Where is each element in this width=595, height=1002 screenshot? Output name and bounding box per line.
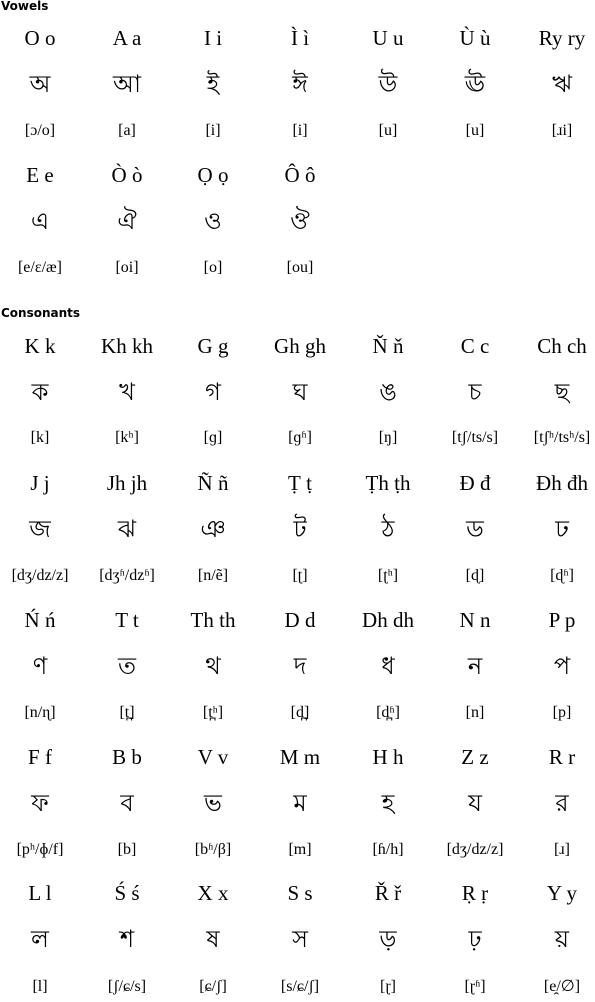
latin-letter: Ô ô — [257, 160, 344, 190]
latin-letter: U u — [345, 23, 432, 53]
native-letter: ব — [84, 788, 171, 818]
ipa-value: [i] — [257, 116, 344, 146]
latin-letter: Kh kh — [84, 331, 171, 361]
native-letter: জ — [0, 514, 84, 544]
latin-letter: Y y — [519, 878, 595, 908]
ipa-value: [d̪ʱ] — [345, 698, 432, 728]
latin-letter: E e — [0, 160, 84, 190]
ipa-value: [e/ɛ/æ] — [0, 253, 84, 283]
native-letter: ঠ — [345, 514, 432, 544]
latin-letter: V v — [170, 742, 257, 772]
native-letter: স — [257, 924, 344, 954]
ipa-value: [tʃ/ts/s] — [432, 423, 519, 453]
ipa-value: [ɹi] — [519, 116, 595, 146]
ipa-value: [bʱ/β] — [170, 835, 257, 865]
ipa-value: [ɡ] — [170, 423, 257, 453]
ipa-value: [ɕ/ʃ] — [170, 972, 257, 1002]
native-letter: ও — [170, 206, 257, 236]
ipa-value: [i] — [170, 116, 257, 146]
native-letter: আ — [84, 69, 171, 99]
ipa-value: [n/ɳ] — [0, 698, 84, 728]
native-letter: ঊ — [432, 69, 519, 99]
latin-letter: A a — [84, 23, 171, 53]
latin-letter: P p — [519, 605, 595, 635]
ipa-value: [ʃ/ɕ/s] — [84, 972, 171, 1002]
native-letter: ল — [0, 924, 84, 954]
native-letter: ম — [257, 788, 344, 818]
native-letter: র — [519, 788, 595, 818]
ipa-value: [dʒʱ/dzʱ] — [84, 561, 171, 591]
latin-letter: Ñ ñ — [170, 468, 257, 498]
native-letter: ড় — [345, 924, 432, 954]
ipa-value: [d̪] — [257, 698, 344, 728]
native-letter: ঙ — [345, 377, 432, 407]
latin-letter: Gh gh — [257, 331, 344, 361]
native-letter: ঢ় — [432, 924, 519, 954]
latin-letter: Z z — [432, 742, 519, 772]
latin-letter: T t — [84, 605, 171, 635]
ipa-value: [p] — [519, 698, 595, 728]
native-letter: থ — [170, 651, 257, 681]
latin-letter: Ì ì — [257, 23, 344, 53]
native-letter: ই — [170, 69, 257, 99]
latin-letter: Ò ò — [84, 160, 171, 190]
native-letter: ঐ — [84, 206, 171, 236]
ipa-value: [u] — [345, 116, 432, 146]
ipa-value: [m] — [257, 835, 344, 865]
native-letter: ড — [432, 514, 519, 544]
latin-letter: H h — [345, 742, 432, 772]
latin-letter: D d — [257, 605, 344, 635]
latin-letter: L l — [0, 878, 84, 908]
latin-letter: Ň ň — [345, 331, 432, 361]
native-letter: য় — [519, 924, 595, 954]
ipa-value: [a] — [84, 116, 171, 146]
ipa-value: [l] — [0, 972, 84, 1002]
native-letter: ফ — [0, 788, 84, 818]
latin-letter: Jh jh — [84, 468, 171, 498]
native-letter: হ — [345, 788, 432, 818]
latin-letter: C c — [432, 331, 519, 361]
latin-letter: K k — [0, 331, 84, 361]
native-letter: য — [432, 788, 519, 818]
latin-letter: Th th — [170, 605, 257, 635]
native-letter: ট — [257, 514, 344, 544]
latin-letter: Ọ ọ — [170, 160, 257, 190]
latin-letter: O o — [0, 23, 84, 53]
latin-letter: I i — [170, 23, 257, 53]
native-letter: ছ — [519, 377, 595, 407]
latin-letter: Ṛ ṛ — [432, 878, 519, 908]
latin-letter: G g — [170, 331, 257, 361]
ipa-value: [ɽʱ] — [432, 972, 519, 1002]
latin-letter: Dh dh — [345, 605, 432, 635]
latin-letter: R r — [519, 742, 595, 772]
native-letter: ঋ — [519, 69, 595, 99]
ipa-value: [dʒ/dz/z] — [432, 835, 519, 865]
native-letter: ঢ — [519, 514, 595, 544]
latin-letter: Đh đh — [519, 468, 595, 498]
ipa-value: [n] — [432, 698, 519, 728]
native-letter: অ — [0, 69, 84, 99]
latin-letter: Ch ch — [519, 331, 595, 361]
ipa-value: [t̪] — [84, 698, 171, 728]
latin-letter: J j — [0, 468, 84, 498]
native-letter: ত — [84, 651, 171, 681]
ipa-value: [ɖʱ] — [519, 561, 595, 591]
latin-letter: Ry ry — [519, 23, 595, 53]
ipa-value: [e̯/∅] — [519, 972, 595, 1002]
native-letter: ঘ — [257, 377, 344, 407]
ipa-value: [ʈʰ] — [345, 561, 432, 591]
ipa-value: [ou] — [257, 253, 344, 283]
vowels-heading: Vowels — [1, 0, 48, 14]
ipa-value: [tʃʰ/tsʰ/s] — [519, 423, 595, 453]
native-letter: খ — [84, 377, 171, 407]
ipa-value: [kʰ] — [84, 423, 171, 453]
native-letter: ঝ — [84, 514, 171, 544]
latin-letter: Đ đ — [432, 468, 519, 498]
latin-letter: Ṭ ṭ — [257, 468, 344, 498]
ipa-value: [ʈ] — [257, 561, 344, 591]
native-letter: ভ — [170, 788, 257, 818]
ipa-value: [ɡʱ] — [257, 423, 344, 453]
latin-letter: M m — [257, 742, 344, 772]
native-letter: ন — [432, 651, 519, 681]
ipa-value: [u] — [432, 116, 519, 146]
native-letter: ঈ — [257, 69, 344, 99]
ipa-value: [ŋ] — [345, 423, 432, 453]
native-letter: ণ — [0, 651, 84, 681]
native-letter: ক — [0, 377, 84, 407]
latin-letter: X x — [170, 878, 257, 908]
ipa-value: [s/ɕ/ʃ] — [257, 972, 344, 1002]
ipa-value: [b] — [84, 835, 171, 865]
ipa-value: [dʒ/dz/z] — [0, 561, 84, 591]
native-letter: দ — [257, 651, 344, 681]
ipa-value: [ɦ/h] — [345, 835, 432, 865]
native-letter: চ — [432, 377, 519, 407]
ipa-value: [oi] — [84, 253, 171, 283]
latin-letter: Ù ù — [432, 23, 519, 53]
native-letter: গ — [170, 377, 257, 407]
ipa-value: [n/ẽ] — [170, 561, 257, 591]
ipa-value: [t̪ʰ] — [170, 698, 257, 728]
native-letter: এ — [0, 206, 84, 236]
ipa-value: [o] — [170, 253, 257, 283]
consonants-heading: Consonants — [1, 305, 80, 321]
latin-letter: S s — [257, 878, 344, 908]
latin-letter: N n — [432, 605, 519, 635]
ipa-value: [k] — [0, 423, 84, 453]
ipa-value: [ɽ] — [345, 972, 432, 1002]
latin-letter: Ṭh ṭh — [345, 468, 432, 498]
native-letter: ঔ — [257, 206, 344, 236]
ipa-value: [pʰ/ɸ/f] — [0, 835, 84, 865]
ipa-value: [ɖ] — [432, 561, 519, 591]
latin-letter: Ś ś — [84, 878, 171, 908]
ipa-value: [ɹ] — [519, 835, 595, 865]
latin-letter: B b — [84, 742, 171, 772]
native-letter: শ — [84, 924, 171, 954]
native-letter: ধ — [345, 651, 432, 681]
native-letter: ষ — [170, 924, 257, 954]
native-letter: ঞ — [170, 514, 257, 544]
ipa-value: [ɔ/o] — [0, 116, 84, 146]
native-letter: উ — [345, 69, 432, 99]
native-letter: প — [519, 651, 595, 681]
latin-letter: Ń ń — [0, 605, 84, 635]
latin-letter: Ř ř — [345, 878, 432, 908]
latin-letter: F f — [0, 742, 84, 772]
